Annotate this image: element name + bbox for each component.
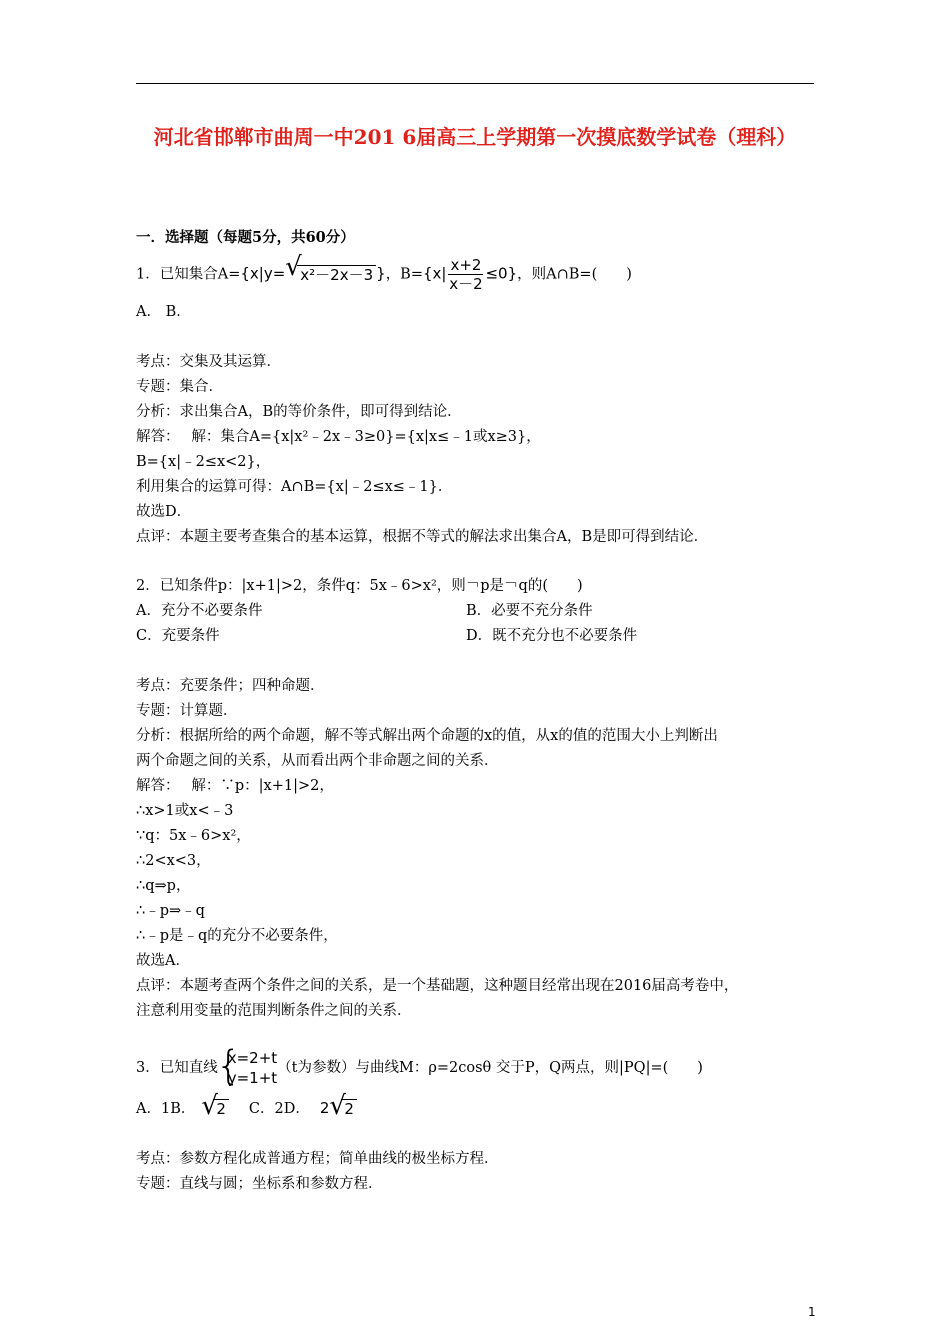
- q2-dianping-2: 注意利用变量的范围判断条件之间的关系．: [136, 1003, 412, 1019]
- q1-options: A． B．: [136, 304, 191, 320]
- q2-dianping-1: 点评：本题考查两个条件之间的关系，是一个基础题，这种题目经常出现在2016届高考卷中，: [136, 978, 739, 994]
- q3-option-cd: C．2D．: [248, 1101, 310, 1117]
- q1-suffix: ，则A∩B=( ): [517, 266, 632, 283]
- q1-setA-sqrt: √ x²－2x－3: [285, 258, 376, 292]
- q1-sep: ，B=: [385, 266, 423, 283]
- q3-stem: [136, 1043, 703, 1089]
- q3-option-d-sqrt: √ 2: [329, 1097, 357, 1121]
- q1-setB-denominator: x－2: [449, 275, 483, 293]
- q1-setB-numerator: x+2: [450, 256, 482, 274]
- q3-option-b-radicand: 2: [213, 1099, 229, 1118]
- q2-jieda-4: ∴2<x<3，: [136, 853, 211, 869]
- page-title: 河北省邯郸市曲周一中201 6届高三上学期第一次摸底数学试卷（理科）: [153, 125, 797, 149]
- q2-jieda-7: ∴﹣p是﹣q的充分不必要条件，: [136, 928, 338, 944]
- q1-jieda-3: 利用集合的运算可得：A∩B={x|﹣2≤x≤﹣1}．: [136, 479, 453, 495]
- section-heading: 一．选择题（每题5分，共60分）: [136, 229, 355, 246]
- q2-jieda-1: 解答： 解：∵p：|x+1|>2，: [136, 778, 334, 794]
- q2-option-b: B．必要不充分条件: [466, 603, 593, 619]
- q1-jieda-2: B={x|﹣2≤x<2}，: [136, 454, 271, 470]
- page-number: 1: [808, 1305, 816, 1319]
- q2-kaodian: 考点：充要条件；四种命题．: [136, 678, 325, 694]
- q1-setA-radicand: x²－2x－3: [297, 265, 376, 284]
- q1-kaodian: 考点：交集及其运算．: [136, 354, 281, 370]
- q3-option-b-sqrt: √ 2: [201, 1097, 229, 1121]
- q3-option-ab: A．1B．: [136, 1101, 196, 1117]
- q3-system-row-2: y=1+t: [227, 1069, 278, 1087]
- q2-jieda-3: ∵q：5x﹣6>x²，: [136, 828, 251, 844]
- q1-jieda-1: 解答： 解：集合A={x|x²﹣2x﹣3≥0}={x|x≤﹣1或x≥3}，: [136, 429, 541, 445]
- q2-zhuanti: 专题：计算题．: [136, 703, 238, 719]
- q3-system: [215, 1043, 278, 1089]
- q2-jieda-6: ∴﹣p⇒﹣q: [136, 903, 205, 919]
- q3-suffix: （t为参数）与曲线M：ρ=2cosθ 交于P，Q两点，则|PQ|=( ): [277, 1060, 703, 1076]
- q1-setA-open: {x|y=: [240, 264, 286, 283]
- q3-system-row-1: x=2+t: [227, 1049, 278, 1067]
- q1-setB-open: {x|: [423, 264, 447, 283]
- q1-fenxi: 分析：求出集合A，B的等价条件，即可得到结论．: [136, 404, 462, 420]
- q3-kaodian: 考点：参数方程化成普通方程；简单曲线的极坐标方程．: [136, 1151, 499, 1167]
- q3-option-d-coef: 2: [319, 1099, 330, 1117]
- q3-option-d-radicand: 2: [341, 1099, 357, 1118]
- q1-jieda-4: 故选D．: [136, 504, 192, 520]
- q2-jieda-5: ∴q⇒p，: [136, 878, 191, 894]
- q2-option-c: C．充要条件: [136, 628, 220, 644]
- q2-option-a: A．充分不必要条件: [136, 603, 263, 619]
- q2-fenxi-1: 分析：根据所给的两个命题，解不等式解出两个命题的x的值，从x的值的范围大小上判断出: [136, 728, 718, 744]
- q3-options: [136, 1091, 357, 1121]
- header-rule: [136, 83, 814, 84]
- q1-stem: [136, 251, 632, 293]
- q1-prefix: 1．已知集合A=: [136, 266, 241, 283]
- q1-setA-close: }: [376, 264, 386, 283]
- q2-option-d: D．既不充分也不必要条件: [466, 628, 638, 644]
- q1-dianping: 点评：本题主要考查集合的基本运算，根据不等式的解法求出集合A，B是即可得到结论．: [136, 529, 709, 545]
- q1-zhuanti: 专题：集合．: [136, 379, 223, 395]
- q2-jieda-2: ∴x>1或x<﹣3: [136, 803, 234, 819]
- q2-fenxi-2: 两个命题之间的关系，从而看出两个非命题之间的关系．: [136, 753, 499, 769]
- q2-stem: 2．已知条件p：|x+1|>2，条件q：5x﹣6>x²，则￢p是￢q的( ): [136, 578, 583, 594]
- q3-prefix: 3．已知直线: [136, 1060, 218, 1076]
- q1-setB-close: ≤0}: [485, 264, 518, 283]
- left-brace-icon: {: [215, 1043, 242, 1089]
- q3-zhuanti: 专题：直线与圆；坐标系和参数方程．: [136, 1176, 383, 1192]
- q2-jieda-8: 故选A．: [136, 953, 190, 969]
- q1-setB-fraction: [448, 256, 483, 293]
